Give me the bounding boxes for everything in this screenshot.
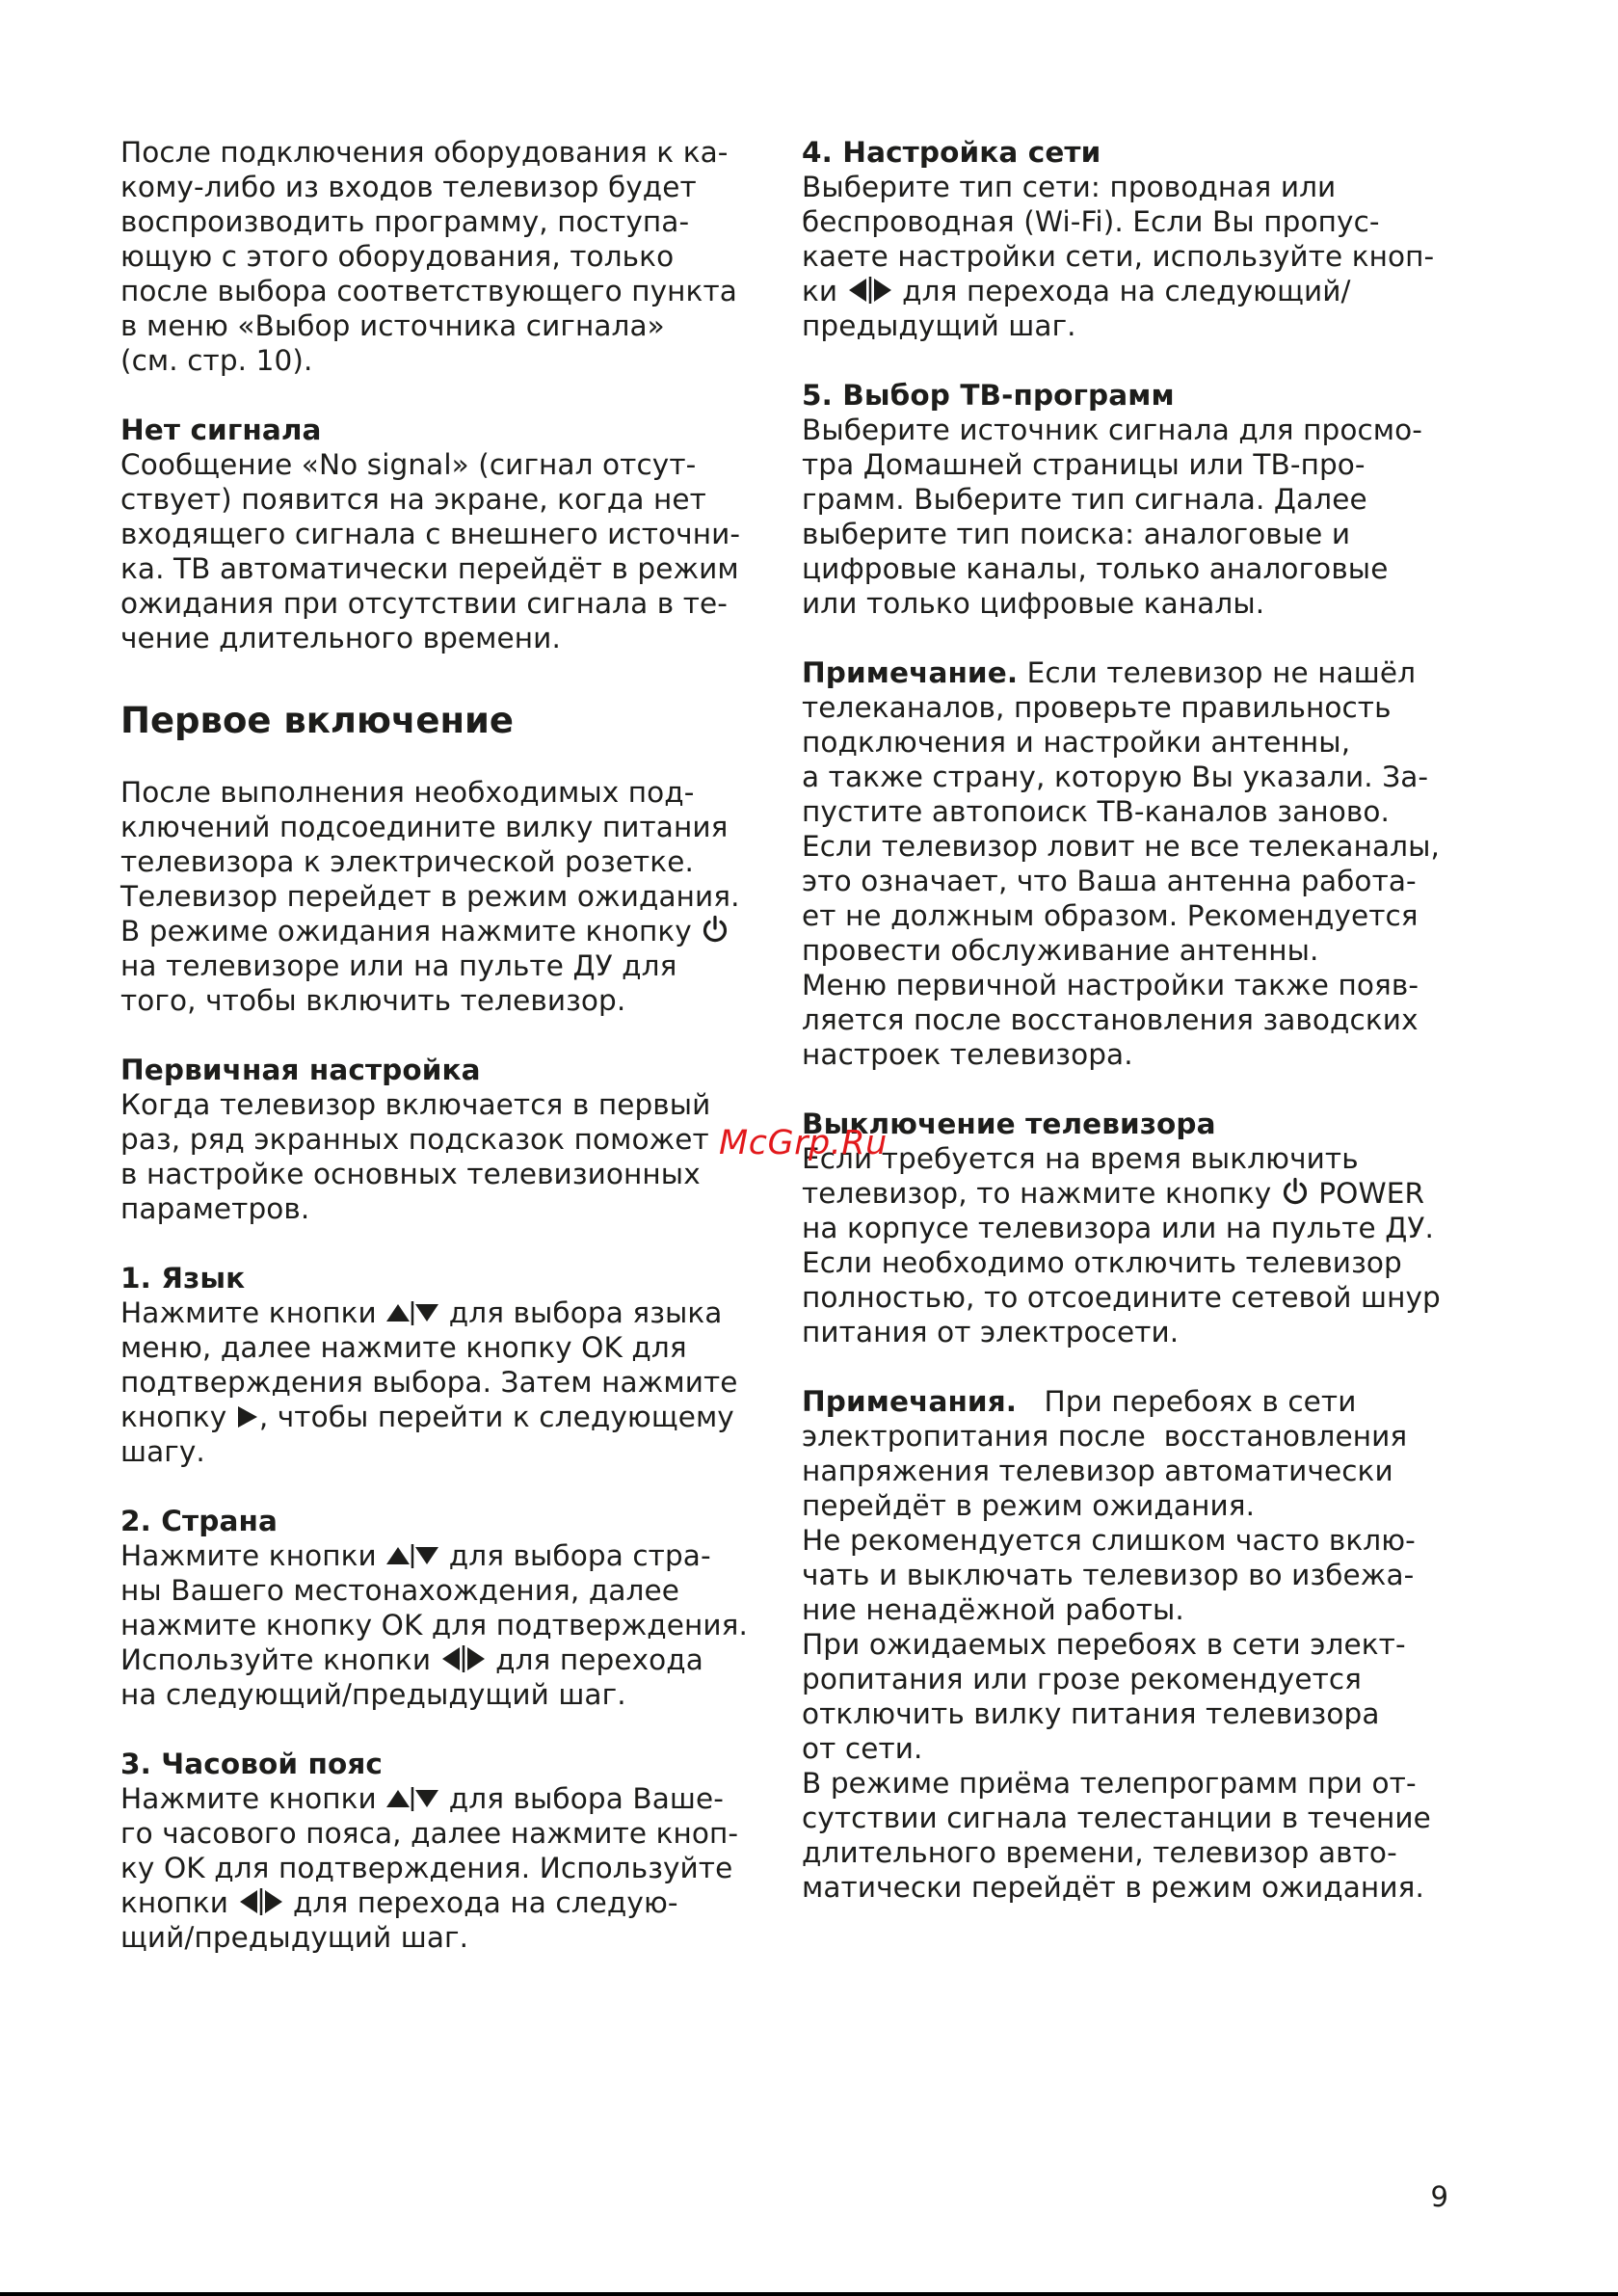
text-line: кому-либо из входов телевизор будет: [120, 171, 697, 203]
text-line: Телевизор перейдет в режим ожидания.: [120, 880, 740, 913]
language-section: [120, 1261, 756, 1469]
text-span: Нажмите кнопки: [120, 1296, 377, 1329]
text-line: Если требуется на время выключить: [802, 1142, 1359, 1175]
text-line: настроек телевизора.: [802, 1038, 1133, 1071]
text-span: , чтобы перейти к следующему: [258, 1401, 734, 1433]
text-line: напряжения телевизор автоматически: [802, 1455, 1393, 1487]
text-line: в меню «Выбор источника сигнала»: [120, 309, 665, 342]
text-line: Меню первичной настройки также появ-: [802, 969, 1419, 1001]
right-arrow-icon: [236, 1404, 259, 1429]
right-column: [802, 135, 1467, 1905]
text-line: При ожидаемых перебоях в сети элект-: [802, 1628, 1406, 1661]
text-line: ключений подсоедините вилку питания: [120, 811, 729, 843]
timezone-section: [120, 1747, 756, 1955]
text-line: телевизора к электрической розетке.: [120, 845, 694, 878]
text-line: того, чтобы включить телевизор.: [120, 984, 626, 1017]
left-right-arrows-icon: [238, 1888, 284, 1915]
power-off-section: [802, 1107, 1467, 1349]
text-line: Выберите источник сигнала для просмо-: [802, 414, 1423, 446]
text-line: перейдёт в режим ожидания.: [802, 1489, 1256, 1522]
text-line: ку OK для подтверждения. Используйте: [120, 1852, 733, 1884]
text-line: полностью, то отсоедините сетевой шнур: [802, 1281, 1441, 1314]
text-line: (см. стр. 10).: [120, 344, 313, 377]
text-line: [120, 1781, 756, 1816]
left-right-arrows-icon: [847, 277, 893, 304]
text-span: В режиме ожидания нажмите кнопку: [120, 915, 692, 948]
text-line: ствует) появится на экране, когда нет: [120, 483, 706, 516]
text-line: Если телевизор ловит не все телеканалы,: [802, 830, 1440, 863]
bottom-rule: [0, 2292, 1618, 2296]
text-span: Если телевизор не нашёл: [1018, 656, 1417, 689]
up-down-arrows-icon: [385, 1786, 439, 1811]
text-line: цифровые каналы, только аналоговые: [802, 552, 1389, 585]
text-line: телеканалов, проверьте правильность: [802, 691, 1392, 724]
text-line: чать и выключать телевизор во избежа-: [802, 1559, 1415, 1591]
notes-section: [802, 1384, 1467, 1905]
text-span: для перехода на следую-: [293, 1886, 678, 1919]
text-line: щий/предыдущий шаг.: [120, 1921, 469, 1954]
text-line: ожидания при отсутствии сигнала в те-: [120, 587, 729, 620]
text-line: ляется после восстановления заводских: [802, 1003, 1419, 1036]
text-span: для выбора Ваше-: [448, 1782, 724, 1815]
text-span: для выбора языка: [448, 1296, 723, 1329]
watermark: McGrp.Ru: [719, 1124, 888, 1162]
section-heading: 5. Выбор ТВ-программ: [802, 379, 1175, 412]
intro-paragraph: [120, 135, 756, 378]
text-line: от сети.: [802, 1732, 923, 1765]
text-line: После выполнения необходимых под-: [120, 776, 695, 809]
text-line: каете настройки сети, используйте кноп-: [802, 240, 1435, 273]
text-line: на корпусе телевизора или на пульте ДУ.: [802, 1212, 1434, 1244]
text-span: для выбора стра-: [448, 1539, 711, 1572]
text-span: кнопки: [120, 1886, 229, 1919]
text-line: [120, 1538, 756, 1573]
notes-label: Примечания.: [802, 1385, 1018, 1418]
text-line: Не рекомендуется слишком часто вклю-: [802, 1524, 1416, 1557]
text-line: на следующий/предыдущий шаг.: [120, 1678, 626, 1711]
section-heading: Первичная настройка: [120, 1054, 481, 1086]
text-line: [120, 1295, 756, 1330]
tv-programs-section: [802, 378, 1467, 621]
text-line: го часового пояса, далее нажмите кноп-: [120, 1817, 739, 1850]
text-line: пустите автопоиск ТВ-каналов заново.: [802, 795, 1390, 828]
text-line: входящего сигнала с внешнего источни-: [120, 518, 741, 550]
text-line: тра Домашней страницы или ТВ-про-: [802, 448, 1366, 481]
text-line: после выбора соответствующего пункта: [120, 275, 737, 307]
text-line: питания от электросети.: [802, 1316, 1180, 1348]
text-line: в настройке основных телевизионных: [120, 1158, 701, 1190]
text-line: [120, 1885, 756, 1920]
text-line: параметров.: [120, 1192, 310, 1225]
text-span: POWER: [1318, 1177, 1425, 1210]
text-span: кнопку: [120, 1401, 227, 1433]
text-line: подключения и настройки антенны,: [802, 726, 1351, 759]
text-line: меню, далее нажмите кнопку OK для: [120, 1331, 687, 1364]
section-heading: 3. Часовой пояс: [120, 1748, 383, 1780]
text-line: электропитания после восстановления: [802, 1420, 1408, 1453]
text-line: предыдущий шаг.: [802, 309, 1076, 342]
text-line: выберите тип поиска: аналоговые и: [802, 518, 1351, 550]
text-line: ка. ТВ автоматически перейдёт в режим: [120, 552, 739, 585]
section-heading: 1. Язык: [120, 1262, 246, 1295]
text-span: Используйте кнопки: [120, 1643, 432, 1676]
text-line: беспроводная (Wi-Fi). Если Вы пропус-: [802, 205, 1380, 238]
page-number: 9: [1430, 2180, 1448, 2213]
text-line: длительного времени, телевизор авто-: [802, 1836, 1397, 1869]
first-on-paragraph: [120, 775, 756, 1018]
text-line: чение длительного времени.: [120, 622, 561, 654]
text-line: отключить вилку питания телевизора: [802, 1697, 1380, 1730]
text-line: [120, 1400, 756, 1434]
text-line: раз, ряд экранных подсказок поможет: [120, 1123, 709, 1156]
section-heading: 4. Настройка сети: [802, 136, 1101, 169]
text-line: Выберите тип сети: проводная или: [802, 171, 1337, 203]
text-line: Сообщение «No signal» (сигнал отсут-: [120, 448, 697, 481]
section-heading: Выключение телевизора: [802, 1108, 1216, 1140]
text-line: грамм. Выберите тип сигнала. Далее: [802, 483, 1367, 516]
initial-setup-section: [120, 1053, 756, 1226]
text-line: [120, 914, 756, 948]
text-line: воспроизводить программу, поступа-: [120, 205, 690, 238]
text-line: сутствии сигнала телестанции в течение: [802, 1802, 1431, 1834]
text-line: ет не должным образом. Рекомендуется: [802, 899, 1419, 932]
section-heading: 2. Страна: [120, 1505, 278, 1537]
text-line: на телевизоре или на пульте ДУ для: [120, 949, 677, 982]
network-section: [802, 135, 1467, 343]
text-line: шагу.: [120, 1435, 205, 1468]
power-icon: [701, 915, 729, 944]
text-line: После подключения оборудования к ка-: [120, 136, 729, 169]
up-down-arrows-icon: [385, 1300, 439, 1325]
first-on-heading: Первое включение: [120, 700, 515, 741]
text-line: [120, 1642, 756, 1677]
text-line: провести обслуживание антенны.: [802, 934, 1319, 967]
text-line: [802, 274, 1467, 308]
left-column: [120, 135, 756, 1955]
text-line: [802, 1176, 1467, 1211]
section-heading: Нет сигнала: [120, 414, 322, 446]
note-section: [802, 655, 1467, 1072]
text-line: а также страну, которую Вы указали. За-: [802, 761, 1429, 793]
text-line: Когда телевизор включается в первый: [120, 1088, 711, 1121]
text-span: для перехода: [495, 1643, 703, 1676]
text-span: Нажмите кнопки: [120, 1539, 377, 1572]
left-right-arrows-icon: [440, 1645, 487, 1672]
text-line: [802, 655, 1467, 690]
text-line: Если необходимо отключить телевизор: [802, 1246, 1402, 1279]
text-line: В режиме приёма телепрограмм при от-: [802, 1767, 1417, 1800]
text-span: При перебоях в сети: [1017, 1385, 1357, 1418]
text-line: ние ненадёжной работы.: [802, 1593, 1184, 1626]
no-signal-section: [120, 413, 756, 655]
note-label: Примечание.: [802, 656, 1019, 689]
text-span: для перехода на следующий/: [902, 275, 1351, 307]
text-line: это означает, что Ваша антенна работа-: [802, 865, 1417, 897]
up-down-arrows-icon: [385, 1543, 439, 1568]
text-line: ны Вашего местонахождения, далее: [120, 1574, 679, 1607]
text-line: нажмите кнопку OK для подтверждения.: [120, 1609, 748, 1642]
text-line: матически перейдёт в режим ожидания.: [802, 1871, 1424, 1904]
country-section: [120, 1504, 756, 1712]
text-line: или только цифровые каналы.: [802, 587, 1265, 620]
text-span: телевизор, то нажмите кнопку: [802, 1177, 1272, 1210]
text-span: Нажмите кнопки: [120, 1782, 377, 1815]
text-line: ропитания или грозе рекомендуется: [802, 1663, 1363, 1695]
text-span: ки: [802, 275, 838, 307]
text-line: [802, 1384, 1467, 1419]
text-line: подтверждения выбора. Затем нажмите: [120, 1366, 738, 1399]
text-line: ющую с этого оборудования, только: [120, 240, 675, 273]
power-icon: [1281, 1177, 1310, 1206]
